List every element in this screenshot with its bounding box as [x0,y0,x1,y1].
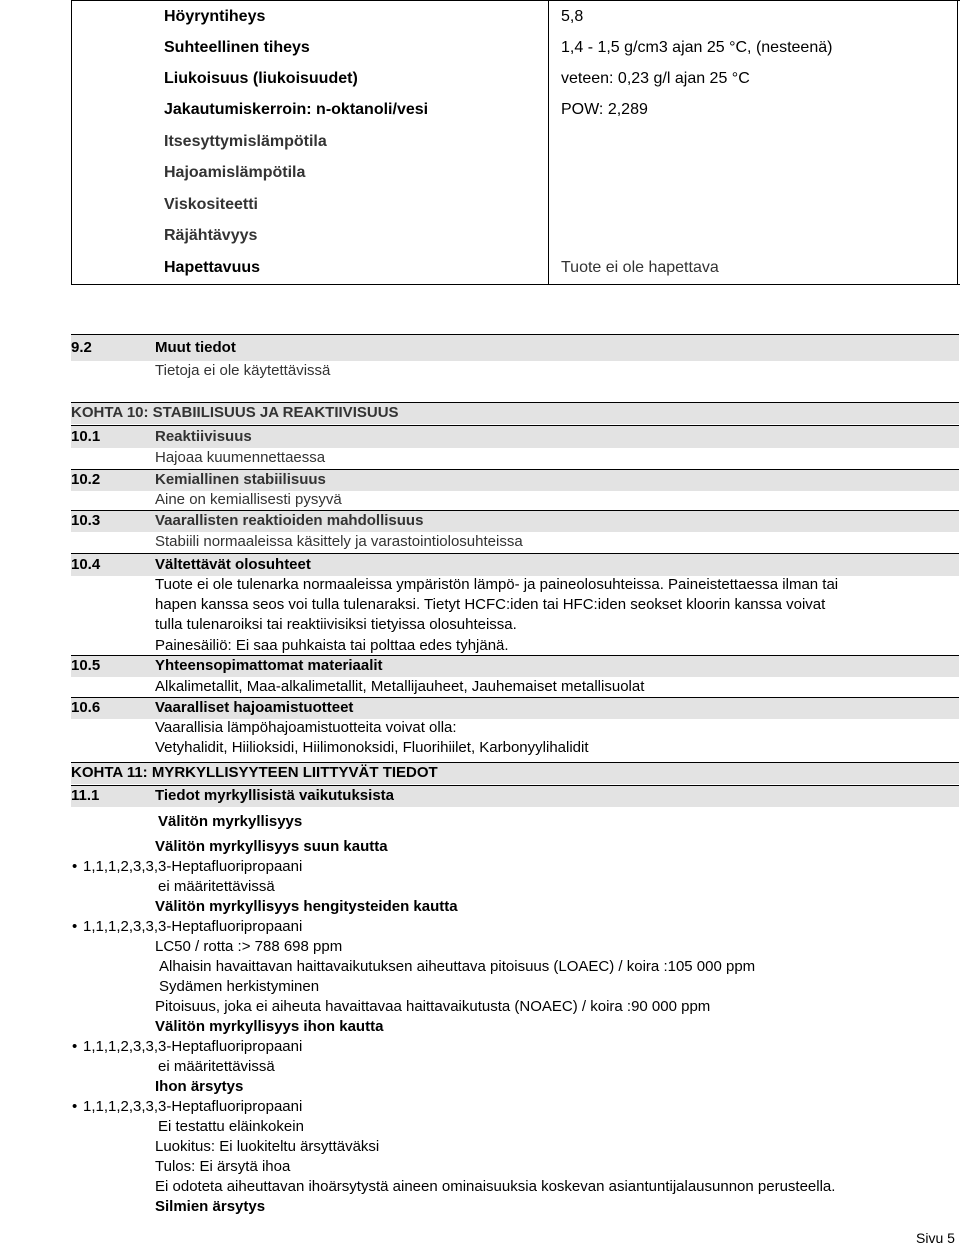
property-label: Hajoamislämpötila [164,164,306,181]
toxicity-line: Sydämen herkistyminen [159,978,320,995]
property-value: veteen: 0,23 g/l ajan 25 °C [561,70,750,87]
table-border [71,0,72,285]
toxicity-value: ei määritettävissä [158,878,275,895]
section-heading: KOHTA 11: MYRKYLLISYYTEEN LIITTYVÄT TIEDOT [71,764,438,781]
rule [71,785,959,786]
bullet-icon: • [72,1038,78,1055]
bullet-icon: • [72,1098,78,1115]
subsection-text-line: hapen kanssa seos voi tulla tulenaraksi. Tietyt HCFC:iden tai HFC:iden seokset kloorin kanssa voivat [155,596,826,613]
toxicity-line: Ei odoteta aiheuttavan ihoärsytystä aineen ominaisuuksia koskevan asiantuntijalausunnon perusteella. [155,1178,836,1195]
toxicity-line: Luokitus: Ei luokiteltu ärsyttäväksi [155,1138,380,1155]
substance-name: 1,1,1,2,3,3,3-Heptafluoripropaani [83,858,303,875]
subsection-text-line: tulla tulenaroiksi tai reaktiivisiksi tietyissa olosuhteissa. [155,616,517,633]
rule [71,553,959,554]
rule [71,762,959,763]
property-label: Suhteellinen tiheys [164,39,310,56]
subsection-number: 10.5 [71,657,101,674]
property-value: POW: 2,289 [561,101,648,118]
subsection-title: Reaktiivisuus [155,428,252,445]
substance-name: 1,1,1,2,3,3,3-Heptafluoripropaani [83,1038,303,1055]
acute-toxicity-heading: Välitön myrkyllisyys [158,813,303,830]
skin-irritation-heading: Ihon ärsytys [155,1078,244,1095]
subsection-title: Vaaralliset hajoamistuotteet [155,699,354,716]
toxicity-line: Ei testattu eläinkokein [158,1118,304,1135]
property-value: 1,4 - 1,5 g/cm3 ajan 25 °C, (nesteenä) [561,39,833,56]
oral-toxicity-heading: Välitön myrkyllisyys suun kautta [155,838,388,855]
table-border [957,0,958,285]
property-label: Viskositeetti [164,196,258,213]
subsection-title: Vaarallisten reaktioiden mahdollisuus [155,512,424,529]
toxicity-line: Pitoisuus, joka ei aiheuta havaittavaa haittavaikutusta (NOAEC) / koira :90 000 ppm [155,998,711,1015]
table-column-divider [548,0,549,285]
subsection-text: Alkalimetallit, Maa-alkalimetallit, Metallijauheet, Jauhemaiset metallisuolat [155,678,645,695]
subsection-number: 9.2 [71,339,92,356]
property-label: Liukoisuus (liukoisuudet) [164,70,358,87]
subsection-title: Kemiallinen stabiilisuus [155,471,326,488]
subsection-title: Tiedot myrkyllisistä vaikutuksista [155,787,394,804]
property-label: Itsesyttymislämpötila [164,133,327,150]
bullet-icon: • [72,858,78,875]
property-label: Räjähtävyys [164,227,258,244]
rule [71,402,959,403]
page-number: Sivu 5 [916,1230,955,1246]
rule [71,425,959,426]
toxicity-line: Alhaisin havaittavan haittavaikutuksen aiheuttava pitoisuus (LOAEC) / koira :105 000 ppm [159,958,756,975]
subsection-text: Stabiili normaaleissa käsittely ja varastointiolosuhteissa [155,533,523,550]
property-label: Höyryntiheys [164,8,266,25]
subsection-text-line: Vetyhalidit, Hiilioksidi, Hiilimonoksidi, Fluorihiilet, Karbonyylihalidit [155,739,589,756]
subsection-number: 10.4 [71,556,101,573]
property-value: Tuote ei ole hapettava [561,259,719,276]
subsection-number: 11.1 [71,787,100,804]
subsection-title: Vältettävät olosuhteet [155,556,311,573]
subsection-text: Tietoja ei ole käytettävissä [155,362,331,379]
substance-name: 1,1,1,2,3,3,3-Heptafluoripropaani [83,918,303,935]
subsection-text: Hajoaa kuumennettaessa [155,449,326,466]
rule [71,334,959,335]
eye-irritation-heading: Silmien ärsytys [155,1198,266,1215]
subsection-text: Aine on kemiallisesti pysyvä [155,491,342,508]
rule [71,655,959,656]
rule [71,697,959,698]
substance-name: 1,1,1,2,3,3,3-Heptafluoripropaani [83,1098,303,1115]
subsection-title: Muut tiedot [155,339,236,356]
subsection-text-line: Painesäiliö: Ei saa puhkaista tai polttaa edes tyhjänä. [155,637,509,654]
toxicity-value: ei määritettävissä [158,1058,275,1075]
table-border [71,284,960,285]
subsection-text-line: Vaarallisia lämpöhajoamistuotteita voivat olla: [155,719,457,736]
subsection-text-line: Tuote ei ole tulenarka normaaleissa ympäristön lämpö- ja paineolosuhteissa. Paineistettaessa ilman tai [155,576,839,593]
inhalation-toxicity-heading: Välitön myrkyllisyys hengitysteiden kautta [155,898,458,915]
toxicity-line: Tulos: Ei ärsytä ihoa [155,1158,291,1175]
subsection-number: 10.1 [71,428,101,445]
property-label: Jakautumiskerroin: n-oktanoli/vesi [164,101,429,118]
property-label: Hapettavuus [164,259,261,276]
subsection-number: 10.3 [71,512,101,529]
subsection-number: 10.2 [71,471,101,488]
dermal-toxicity-heading: Välitön myrkyllisyys ihon kautta [155,1018,384,1035]
rule [71,469,959,470]
rule [71,510,959,511]
table-border [71,0,960,1]
subsection-title: Yhteensopimattomat materiaalit [155,657,383,674]
section-heading: KOHTA 10: STABIILISUUS JA REAKTIIVISUUS [71,404,399,421]
toxicity-line: LC50 / rotta :> 788 698 ppm [155,938,343,955]
subsection-number: 10.6 [71,699,101,716]
bullet-icon: • [72,918,78,935]
property-value: 5,8 [561,8,584,25]
